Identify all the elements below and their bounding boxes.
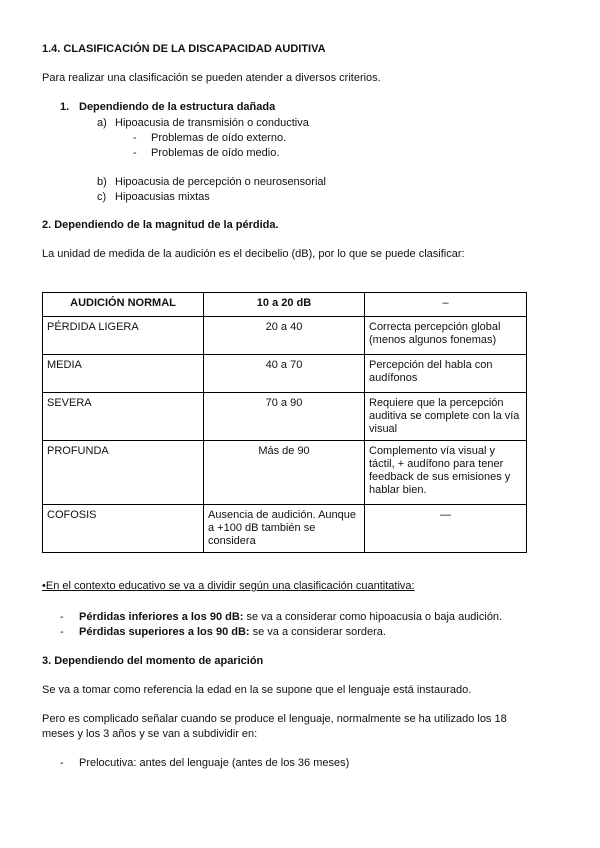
table-header-cell: AUDICIÓN NORMAL [43, 293, 204, 317]
item1c-text: Hipoacusias mixtas [115, 191, 210, 203]
section2-title: 2. Dependiendo de la magnitud de la pérdida. [42, 219, 279, 231]
bullet-marker: - [60, 757, 64, 769]
section-title: 1.4. CLASIFICACIÓN DE LA DISCAPACIDAD AUDITIVA [42, 43, 326, 55]
section3-paragraph-1: Se va a tomar como referencia la edad en la se supone que el lenguaje está instaurado. [42, 684, 472, 696]
table-cell-range: Más de 90 [204, 441, 365, 505]
table-cell-degree: PROFUNDA [43, 441, 204, 505]
table-row [43, 441, 527, 505]
bullet-marker: - [60, 611, 64, 623]
table-header-cell: – [365, 293, 527, 317]
table-row [43, 393, 527, 441]
bullet-marker: - [133, 147, 137, 159]
intro-paragraph: Para realizar una clasificación se pueden atender a diversos criterios. [42, 72, 381, 84]
edu-bullet-text: se va a considerar sordera. [249, 626, 386, 638]
prelocutive-bullet: Prelocutiva: antes del lenguaje (antes de los 36 meses) [79, 757, 350, 769]
bullet-marker: - [60, 626, 64, 638]
edu-bullet-bold: Pérdidas superiores a los 90 dB: [79, 626, 250, 638]
bullet-external-ear: Problemas de oído externo. [151, 132, 287, 144]
section3-paragraph-2-line-1: Pero es complicado señalar cuando se produce el lenguaje, normalmente se ha utilizado los 18 [42, 713, 507, 725]
hearing-loss-table [42, 292, 527, 553]
table-row [43, 317, 527, 355]
table-cell-range: Ausencia de audición. Aunque a +100 dB también se considera [204, 505, 365, 553]
item1b-marker: b) [97, 176, 107, 188]
table-cell-description: Requiere que la percepción auditiva se complete con la vía visual [365, 393, 527, 441]
table-cell-description: Complemento vía visual y táctil, + audífono para tener feedback de sus emisiones y hablar bien. [365, 441, 527, 505]
education-note: •En el contexto educativo se va a dividir según una clasificación cuantitativa: [42, 580, 415, 592]
item1-number: 1. [60, 101, 70, 113]
table-row [43, 505, 527, 553]
table-cell-range: 70 a 90 [204, 393, 365, 441]
edu-bullet-above-90 [79, 626, 386, 639]
table-cell-degree: MEDIA [43, 355, 204, 393]
item1a-text: Hipoacusia de transmisión o conductiva [115, 117, 309, 129]
table-cell-degree: PÉRDIDA LIGERA [43, 317, 204, 355]
item1-title: Dependiendo de la estructura dañada [79, 101, 276, 113]
section3-paragraph-2-line-2: meses y los 3 años y se van a subdividir en: [42, 728, 258, 740]
item1b-text: Hipoacusia de percepción o neurosensorial [115, 176, 326, 188]
section3-title: 3. Dependiendo del momento de aparición [42, 655, 264, 667]
table-cell-degree: COFOSIS [43, 505, 204, 553]
table-header-cell: 10 a 20 dB [204, 293, 365, 317]
bullet-marker: - [133, 132, 137, 144]
table-cell-degree: SEVERA [43, 393, 204, 441]
table-cell-description: Correcta percepción global (menos algunos fonemas) [365, 317, 527, 355]
edu-bullet-text: se va a considerar como hipoacusia o baja audición. [243, 611, 503, 623]
table-cell-description: — [365, 505, 527, 553]
section2-text: La unidad de medida de la audición es el decibelio (dB), por lo que se puede clasificar: [42, 248, 465, 260]
table-cell-range: 20 a 40 [204, 317, 365, 355]
item1c-marker: c) [97, 191, 107, 203]
bullet-middle-ear: Problemas de oído medio. [151, 147, 280, 159]
table-cell-description: Percepción del habla con audífonos [365, 355, 527, 393]
table-cell-range: 40 a 70 [204, 355, 365, 393]
edu-bullet-bold: Pérdidas inferiores a los 90 dB: [79, 611, 244, 623]
item1a-marker: a) [97, 117, 107, 129]
table-header-row [43, 293, 527, 317]
table-row [43, 355, 527, 393]
edu-bullet-below-90 [79, 611, 502, 624]
